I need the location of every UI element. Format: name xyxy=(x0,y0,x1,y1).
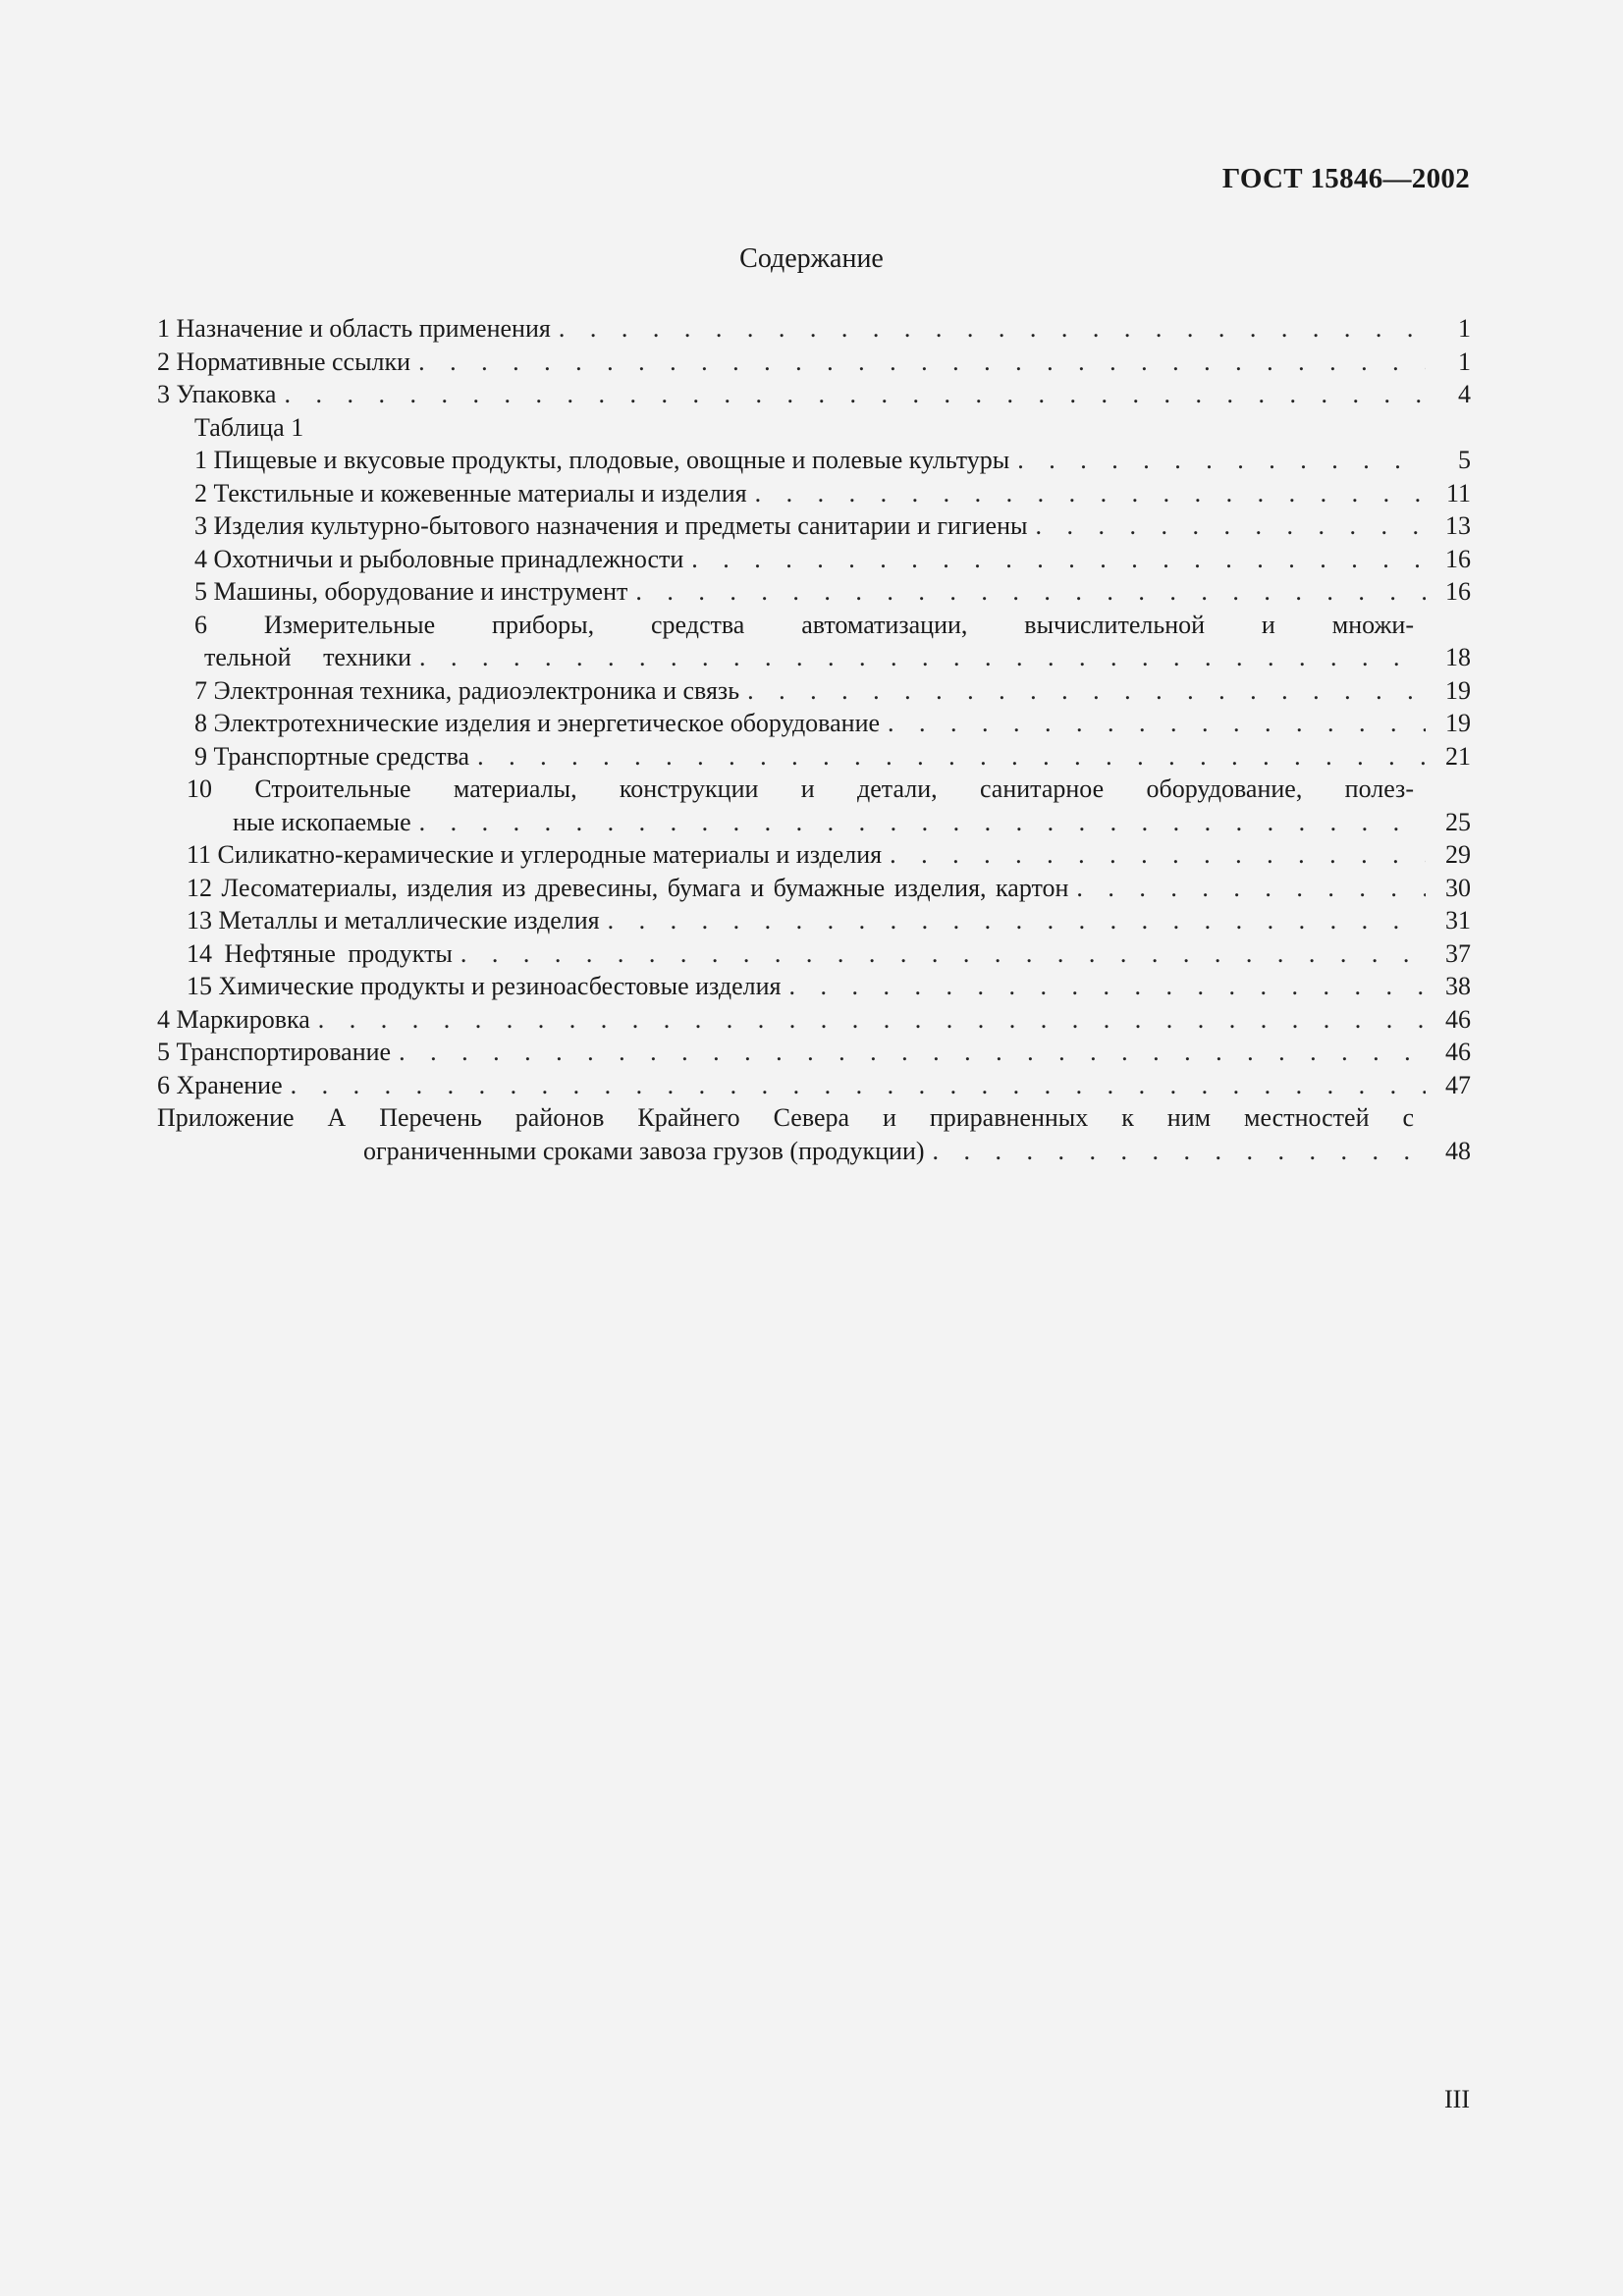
toc-entry-first-line[interactable]: 10 Строительные материалы, конструкции и детали, санитарное оборудование, полез- xyxy=(187,774,1414,803)
toc-entry[interactable]: 11 Силикатно-керамические и углеродные материалы и изделия . . . 29 xyxy=(157,838,1471,872)
toc-entry[interactable]: 5 Машины, оборудование и инструмент . . . 16 xyxy=(157,575,1471,609)
page-number: III xyxy=(1444,2085,1470,2113)
table-of-contents xyxy=(157,312,1471,1167)
toc-entry[interactable]: 15 Химические продукты и резиноасбестовые изделия . . . 38 xyxy=(157,970,1471,1003)
toc-entry[interactable]: 5 Транспортирование . . . 46 xyxy=(157,1036,1471,1069)
document-code: ГОСТ 15846—2002 xyxy=(1221,163,1470,194)
toc-entry-continuation[interactable]: тельной техники . . . 18 xyxy=(157,641,1471,674)
toc-entry[interactable]: 12 Лесоматериалы, изделия из древесины, бумага и бумажные изделия, картон . . . 30 xyxy=(157,872,1471,905)
toc-entry[interactable]: 8 Электротехнические изделия и энергетическое оборудование . . . 19 xyxy=(157,707,1471,740)
toc-entry[interactable]: 6 Хранение . . . 47 xyxy=(157,1069,1471,1102)
toc-entry[interactable]: 4 Охотничьи и рыболовные принадлежности . . . 16 xyxy=(157,543,1471,576)
toc-appendix-first-line[interactable]: Приложение А Перечень районов Крайнего Севера и приравненных к ним местностей с xyxy=(157,1103,1414,1132)
toc-entry[interactable]: 2 Нормативные ссылки . . . 1 xyxy=(157,346,1471,379)
toc-entry[interactable]: 2 Текстильные и кожевенные материалы и изделия . . . 11 xyxy=(157,477,1471,510)
toc-entry[interactable]: 1 Пищевые и вкусовые продукты, плодовые, овощные и полевые культуры . . . 5 xyxy=(157,444,1471,477)
toc-entry[interactable]: 4 Маркировка . . . 46 xyxy=(157,1003,1471,1037)
toc-entry[interactable]: 3 Упаковка . . . 4 xyxy=(157,378,1471,411)
toc-entry[interactable]: 3 Изделия культурно-бытового назначения и предметы санитарии и гигиены . . . 13 xyxy=(157,509,1471,543)
toc-entry[interactable]: 1 Назначение и область применения . . . 1 xyxy=(157,312,1471,346)
toc-entry[interactable]: 14 Нефтяные продукты . . . 37 xyxy=(157,937,1471,971)
toc-entry-continuation[interactable]: ные ископаемые . . . 25 xyxy=(157,806,1471,839)
toc-entry[interactable]: 9 Транспортные средства . . . 21 xyxy=(157,740,1471,774)
toc-subheading: Таблица 1 xyxy=(194,412,304,442)
toc-entry[interactable]: 13 Металлы и металлические изделия . . . 31 xyxy=(157,904,1471,937)
toc-entry[interactable]: 7 Электронная техника, радиоэлектроника и связь . . . 19 xyxy=(157,674,1471,708)
toc-appendix-continuation[interactable]: ограниченными сроками завоза грузов (продукции) . . . 48 xyxy=(157,1135,1471,1168)
toc-title: Содержание xyxy=(739,243,884,274)
toc-entry-first-line[interactable]: 6 Измерительные приборы, средства автоматизации, вычислительной и множи- xyxy=(194,610,1414,639)
